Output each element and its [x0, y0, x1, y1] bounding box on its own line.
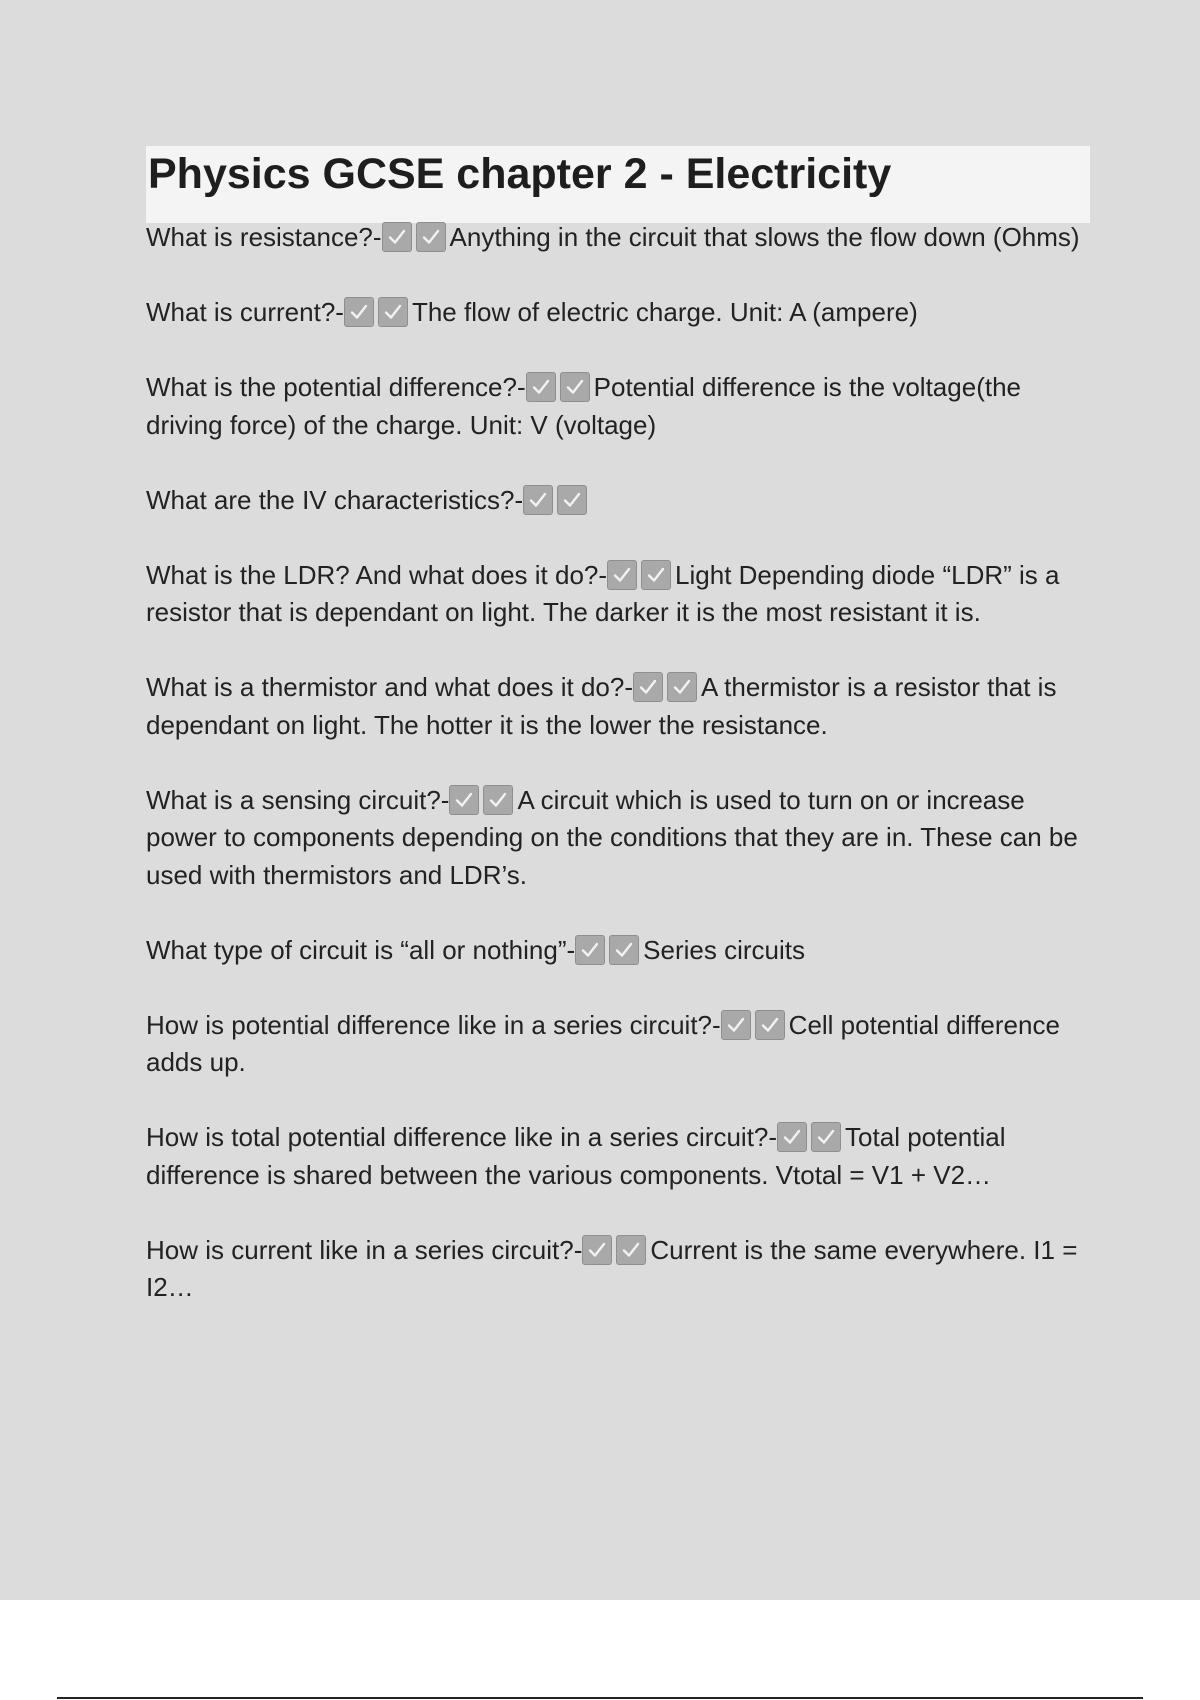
qa-question: What is the LDR? And what does it do?-: [146, 559, 608, 590]
check-marks: [449, 785, 517, 815]
check-mark-icon: [633, 672, 663, 702]
qa-answer: Potential difference is the voltage(the driving force) of the charge. Unit: V (voltage): [146, 372, 1021, 440]
document-content: [146, 146, 1090, 1344]
qa-question: What type of circuit is “all or nothing”-: [146, 934, 576, 965]
qa-item: [146, 482, 1090, 520]
qa-item: [146, 369, 1090, 444]
check-mark-icon: [344, 297, 374, 327]
check-mark-icon: [755, 1010, 785, 1040]
check-marks: [582, 1235, 650, 1265]
footer-divider: [57, 1697, 1143, 1699]
qa-item: [146, 1007, 1090, 1082]
qa-item: [146, 782, 1090, 895]
check-mark-icon: [575, 935, 605, 965]
check-mark-icon: [777, 1122, 807, 1152]
check-marks: [344, 297, 412, 327]
qa-answer: Series circuits: [643, 934, 805, 965]
check-marks: [523, 485, 591, 515]
check-mark-icon: [667, 672, 697, 702]
document-title: Physics GCSE chapter 2 - Electricity: [146, 146, 1090, 223]
qa-question: How is current like in a series circuit?-: [146, 1234, 583, 1265]
check-mark-icon: [582, 1235, 612, 1265]
check-mark-icon: [811, 1122, 841, 1152]
qa-item: [146, 1119, 1090, 1194]
qa-question: How is total potential difference like in a series circuit?-: [146, 1122, 778, 1152]
qa-item: [146, 1232, 1090, 1307]
qa-question: What is a sensing circuit?-: [146, 784, 450, 815]
qa-item: [146, 219, 1090, 257]
qa-item: [146, 669, 1090, 744]
qa-answer: Light Depending diode “LDR” is a resistor that is dependant on light. The darker it is the most resistant it is.: [146, 559, 1060, 627]
check-mark-icon: [560, 372, 590, 402]
check-marks: [526, 372, 594, 402]
check-mark-icon: [721, 1010, 751, 1040]
qa-answer: A thermistor is a resistor that is dependant on light. The hotter it is the lower the resistance.: [146, 672, 1057, 740]
check-marks: [575, 935, 643, 965]
qa-question: What is a thermistor and what does it do?-: [146, 672, 634, 702]
check-mark-icon: [616, 1235, 646, 1265]
check-marks: [607, 560, 675, 590]
qa-question: What is resistance?-: [146, 222, 382, 252]
qa-question: What are the IV characteristics?-: [146, 484, 524, 515]
qa-answer: Current is the same everywhere. I1 = I2…: [146, 1234, 1078, 1302]
qa-answer: Cell potential difference adds up.: [146, 1009, 1060, 1077]
check-mark-icon: [557, 485, 587, 515]
check-mark-icon: [378, 297, 408, 327]
qa-question: How is potential difference like in a series circuit?-: [146, 1009, 721, 1040]
check-marks: [777, 1122, 845, 1152]
qa-list: [146, 219, 1090, 1307]
qa-item: [146, 932, 1090, 970]
check-mark-icon: [449, 785, 479, 815]
qa-answer: A circuit which is used to turn on or increase power to components depending on the conditions that they are in. These can be used with thermistors and LDR’s.: [146, 784, 1078, 890]
qa-answer: The flow of electric charge. Unit: A (ampere): [411, 297, 918, 327]
check-mark-icon: [382, 222, 412, 252]
check-mark-icon: [641, 560, 671, 590]
check-mark-icon: [483, 785, 513, 815]
qa-question: What is the potential difference?-: [146, 372, 526, 402]
check-mark-icon: [609, 935, 639, 965]
check-mark-icon: [416, 222, 446, 252]
check-mark-icon: [607, 560, 637, 590]
qa-answer: Anything in the circuit that slows the flow down (Ohms): [449, 222, 1080, 252]
qa-item: [146, 557, 1090, 632]
check-marks: [382, 222, 450, 252]
qa-item: [146, 294, 1090, 332]
qa-question: What is current?-: [146, 297, 344, 327]
check-marks: [633, 672, 701, 702]
check-mark-icon: [523, 485, 553, 515]
check-marks: [721, 1010, 789, 1040]
qa-answer: Total potential difference is shared between the various components. Vtotal = V1 + V2…: [146, 1122, 1006, 1190]
check-mark-icon: [526, 372, 556, 402]
